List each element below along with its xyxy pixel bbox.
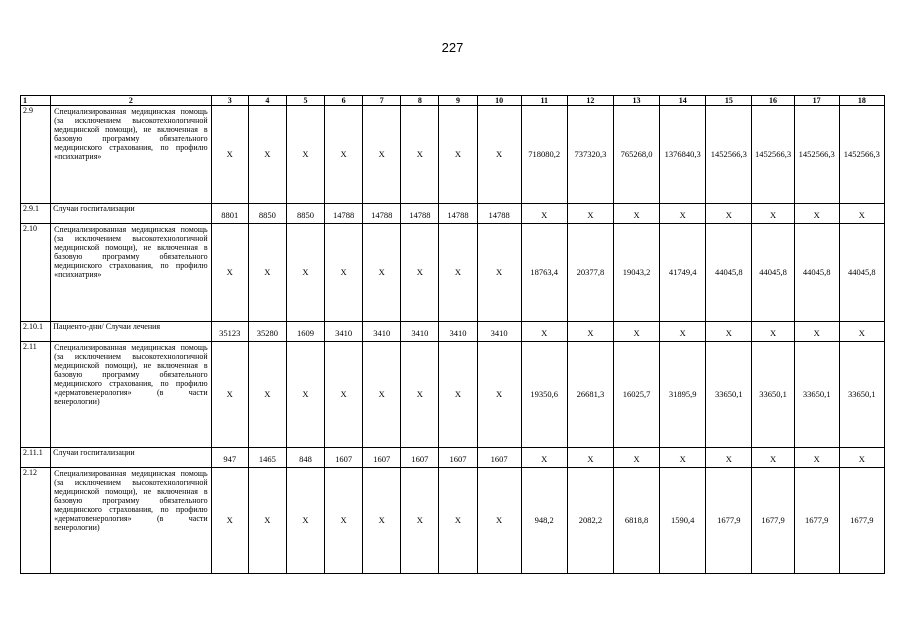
value-cell-col-12: 26681,3	[567, 342, 613, 448]
value-cell-col-10: 3410	[477, 322, 521, 342]
value-cell-col-14: 1590,4	[660, 468, 706, 574]
value-cell-col-12: Х	[567, 204, 613, 224]
row-description: Пациенто-дни/ Случаи лечения	[51, 322, 212, 342]
value-cell-col-14: Х	[660, 204, 706, 224]
value-cell-col-16: 33650,1	[752, 342, 794, 448]
value-cell-col-9: 1607	[439, 448, 477, 468]
value-cell-col-11: Х	[521, 322, 567, 342]
value-cell-col-14: 31895,9	[660, 342, 706, 448]
value-cell-col-15: Х	[706, 322, 752, 342]
value-cell-col-6: 3410	[325, 322, 363, 342]
value-cell-col-11: Х	[521, 204, 567, 224]
value-cell-col-15: 1452566,3	[706, 106, 752, 204]
value-cell-col-4: 8850	[248, 204, 286, 224]
value-cell-col-13: 19043,2	[613, 224, 659, 322]
value-cell-col-17: 1677,9	[794, 468, 839, 574]
header-cell-12: 12	[567, 96, 613, 106]
value-cell-col-7: Х	[363, 224, 401, 322]
value-cell-col-6: 1607	[325, 448, 363, 468]
value-cell-col-4: Х	[248, 106, 286, 204]
row-description: Специализированная медицинская помощь (за исключением высокотехнологичной медицинской помощи), не включенная в базовую программу обязательного медицинского страхования, по профилю «психиатрия»	[51, 224, 212, 322]
value-cell-col-9: Х	[439, 224, 477, 322]
value-cell-col-5: Х	[286, 342, 324, 448]
value-cell-col-14: Х	[660, 448, 706, 468]
value-cell-col-18: 33650,1	[839, 342, 884, 448]
value-cell-col-12: 20377,8	[567, 224, 613, 322]
value-cell-col-3: 35123	[211, 322, 248, 342]
value-cell-col-18: 1452566,3	[839, 106, 884, 204]
header-cell-13: 13	[613, 96, 659, 106]
row-description: Случаи госпитализации	[51, 448, 212, 468]
value-cell-col-11: Х	[521, 448, 567, 468]
header-cell-11: 11	[521, 96, 567, 106]
value-cell-col-17: Х	[794, 204, 839, 224]
value-cell-col-12: 737320,3	[567, 106, 613, 204]
value-cell-col-15: 1677,9	[706, 468, 752, 574]
value-cell-col-17: 33650,1	[794, 342, 839, 448]
value-cell-col-7: Х	[363, 342, 401, 448]
value-cell-col-4: 35280	[248, 322, 286, 342]
value-cell-col-5: Х	[286, 468, 324, 574]
value-cell-col-16: Х	[752, 204, 794, 224]
data-table	[20, 95, 885, 574]
value-cell-col-13: 6818,8	[613, 468, 659, 574]
row-code: 2.9.1	[21, 204, 51, 224]
value-cell-col-7: Х	[363, 468, 401, 574]
value-cell-col-7: 1607	[363, 448, 401, 468]
value-cell-col-12: Х	[567, 448, 613, 468]
table-body	[21, 96, 885, 574]
value-cell-col-16: 1452566,3	[752, 106, 794, 204]
value-cell-col-8: 1607	[401, 448, 439, 468]
value-cell-col-7: 3410	[363, 322, 401, 342]
header-cell-2: 2	[51, 96, 212, 106]
header-cell-1: 1	[21, 96, 51, 106]
table-row	[21, 468, 885, 574]
row-code: 2.12	[21, 468, 51, 574]
value-cell-col-4: 1465	[248, 448, 286, 468]
value-cell-col-15: Х	[706, 204, 752, 224]
value-cell-col-11: 18763,4	[521, 224, 567, 322]
value-cell-col-3: Х	[211, 342, 248, 448]
value-cell-col-12: 2082,2	[567, 468, 613, 574]
value-cell-col-16: 1677,9	[752, 468, 794, 574]
value-cell-col-17: Х	[794, 448, 839, 468]
row-description: Специализированная медицинская помощь (за исключением высокотехнологичной медицинской помощи), не включенная в базовую программу обязательного медицинского страхования, по профилю «дерматовенерология» (в части венерологии)	[51, 468, 212, 574]
value-cell-col-18: Х	[839, 204, 884, 224]
value-cell-col-8: 14788	[401, 204, 439, 224]
value-cell-col-13: 765268,0	[613, 106, 659, 204]
value-cell-col-13: Х	[613, 322, 659, 342]
row-code: 2.11.1	[21, 448, 51, 468]
value-cell-col-18: Х	[839, 322, 884, 342]
row-code: 2.9	[21, 106, 51, 204]
value-cell-col-10: 14788	[477, 204, 521, 224]
value-cell-col-4: Х	[248, 224, 286, 322]
value-cell-col-8: Х	[401, 106, 439, 204]
value-cell-col-7: Х	[363, 106, 401, 204]
table-row	[21, 224, 885, 322]
value-cell-col-17: 1452566,3	[794, 106, 839, 204]
header-cell-8: 8	[401, 96, 439, 106]
value-cell-col-7: 14788	[363, 204, 401, 224]
value-cell-col-8: Х	[401, 468, 439, 574]
table-row	[21, 342, 885, 448]
value-cell-col-14: 1376840,3	[660, 106, 706, 204]
value-cell-col-15: Х	[706, 448, 752, 468]
value-cell-col-13: Х	[613, 448, 659, 468]
value-cell-col-16: Х	[752, 448, 794, 468]
value-cell-col-6: Х	[325, 224, 363, 322]
value-cell-col-5: 848	[286, 448, 324, 468]
row-description: Случаи госпитализации	[51, 204, 212, 224]
value-cell-col-14: 41749,4	[660, 224, 706, 322]
value-cell-col-18: 1677,9	[839, 468, 884, 574]
row-code: 2.10.1	[21, 322, 51, 342]
value-cell-col-8: Х	[401, 342, 439, 448]
value-cell-col-13: Х	[613, 204, 659, 224]
value-cell-col-10: Х	[477, 106, 521, 204]
header-cell-9: 9	[439, 96, 477, 106]
value-cell-col-17: Х	[794, 322, 839, 342]
row-code: 2.10	[21, 224, 51, 322]
header-cell-18: 18	[839, 96, 884, 106]
value-cell-col-9: Х	[439, 106, 477, 204]
header-cell-4: 4	[248, 96, 286, 106]
value-cell-col-8: Х	[401, 224, 439, 322]
value-cell-col-9: Х	[439, 468, 477, 574]
value-cell-col-4: Х	[248, 342, 286, 448]
value-cell-col-5: 1609	[286, 322, 324, 342]
header-cell-17: 17	[794, 96, 839, 106]
value-cell-col-16: 44045,8	[752, 224, 794, 322]
value-cell-col-11: 718080,2	[521, 106, 567, 204]
value-cell-col-3: 947	[211, 448, 248, 468]
header-cell-5: 5	[286, 96, 324, 106]
value-cell-col-3: Х	[211, 468, 248, 574]
header-cell-3: 3	[211, 96, 248, 106]
value-cell-col-5: Х	[286, 224, 324, 322]
value-cell-col-11: 19350,6	[521, 342, 567, 448]
value-cell-col-3: 8801	[211, 204, 248, 224]
value-cell-col-3: Х	[211, 224, 248, 322]
table-row	[21, 448, 885, 468]
row-code: 2.11	[21, 342, 51, 448]
row-description: Специализированная медицинская помощь (за исключением высокотехнологичной медицинской помощи), не включенная в базовую программу обязательного медицинского страхования, по профилю «дерматовенерология» (в части венерологии)	[51, 342, 212, 448]
value-cell-col-6: Х	[325, 342, 363, 448]
value-cell-col-6: Х	[325, 468, 363, 574]
header-cell-7: 7	[363, 96, 401, 106]
value-cell-col-9: 14788	[439, 204, 477, 224]
value-cell-col-10: 1607	[477, 448, 521, 468]
header-cell-15: 15	[706, 96, 752, 106]
header-row	[21, 96, 885, 106]
header-cell-14: 14	[660, 96, 706, 106]
header-cell-6: 6	[325, 96, 363, 106]
value-cell-col-4: Х	[248, 468, 286, 574]
page-number: 227	[441, 40, 464, 55]
value-cell-col-9: Х	[439, 342, 477, 448]
value-cell-col-13: 16025,7	[613, 342, 659, 448]
value-cell-col-6: 14788	[325, 204, 363, 224]
table-row	[21, 204, 885, 224]
value-cell-col-12: Х	[567, 322, 613, 342]
table-row	[21, 106, 885, 204]
value-cell-col-11: 948,2	[521, 468, 567, 574]
value-cell-col-14: Х	[660, 322, 706, 342]
value-cell-col-9: 3410	[439, 322, 477, 342]
table-row	[21, 322, 885, 342]
value-cell-col-5: 8850	[286, 204, 324, 224]
value-cell-col-17: 44045,8	[794, 224, 839, 322]
value-cell-col-10: Х	[477, 468, 521, 574]
value-cell-col-18: Х	[839, 448, 884, 468]
value-cell-col-10: Х	[477, 342, 521, 448]
value-cell-col-15: 33650,1	[706, 342, 752, 448]
value-cell-col-18: 44045,8	[839, 224, 884, 322]
header-cell-16: 16	[752, 96, 794, 106]
value-cell-col-3: Х	[211, 106, 248, 204]
value-cell-col-15: 44045,8	[706, 224, 752, 322]
value-cell-col-16: Х	[752, 322, 794, 342]
value-cell-col-6: Х	[325, 106, 363, 204]
value-cell-col-5: Х	[286, 106, 324, 204]
row-description: Специализированная медицинская помощь (за исключением высокотехнологичной медицинской помощи), не включенная в базовую программу обязательного медицинского страхования, по профилю «психиатрия»	[51, 106, 212, 204]
value-cell-col-10: Х	[477, 224, 521, 322]
value-cell-col-8: 3410	[401, 322, 439, 342]
header-cell-10: 10	[477, 96, 521, 106]
